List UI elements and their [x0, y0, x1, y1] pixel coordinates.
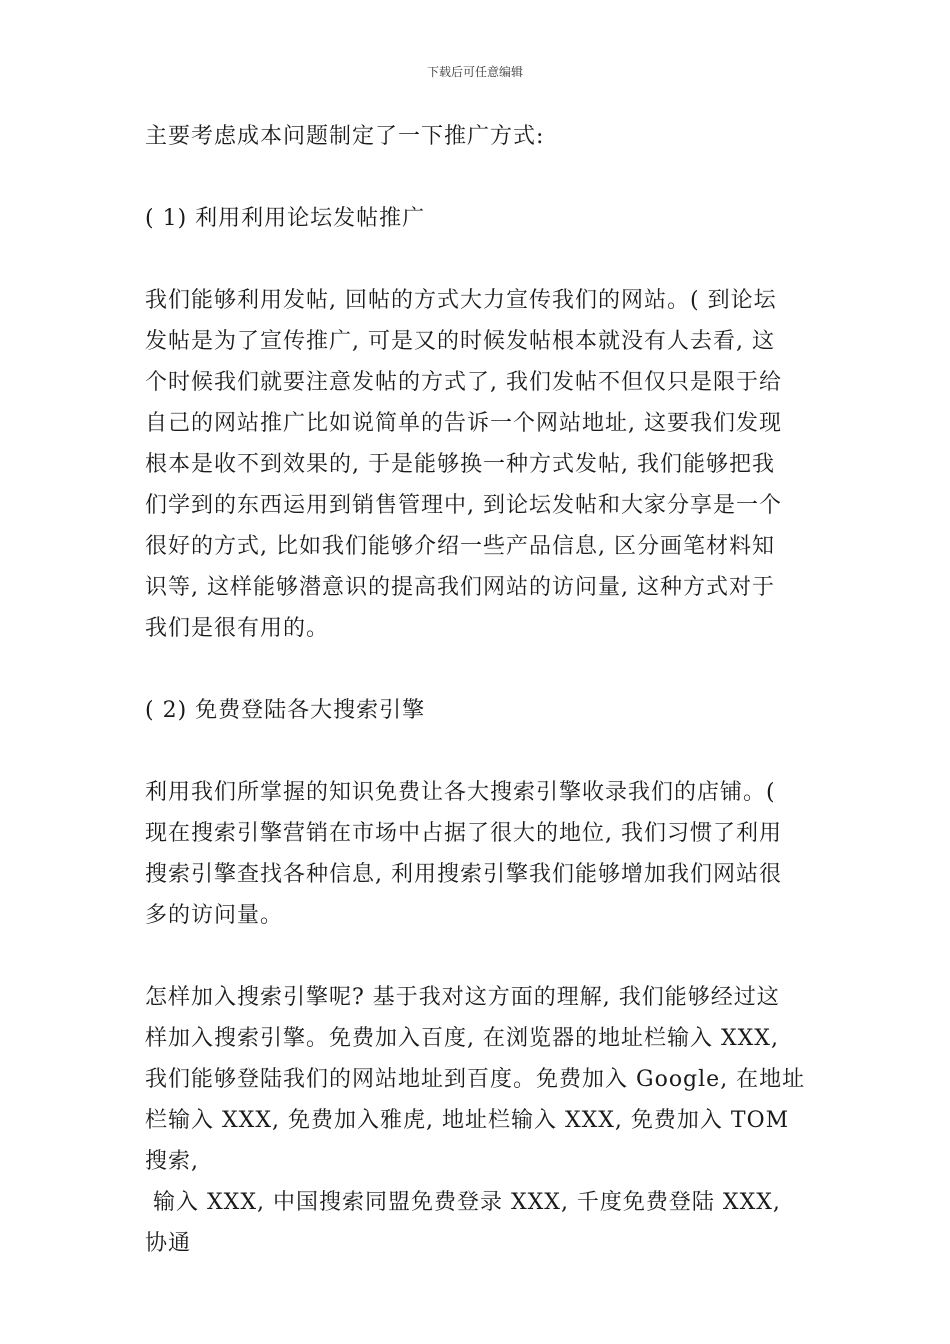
text-line: 怎样加入搜索引擎呢? 基于我对这方面的理解, 我们能够经过这	[145, 985, 780, 1010]
paragraph-gap	[145, 731, 810, 772]
text-line: 搜索引擎查找各种信息, 利用搜索引擎我们能够增加我们网站很	[145, 862, 782, 887]
text-line: 利用我们所掌握的知识免费让各大搜索引擎收录我们的店铺。(	[145, 780, 776, 805]
section3-paragraph	[145, 977, 810, 1264]
text-line: 们学到的东西运用到销售管理中, 到论坛发帖和大家分享是一个	[145, 493, 782, 518]
text-line: 现在搜索引擎营销在市场中占据了很大的地位, 我们习惯了利用	[145, 821, 782, 846]
document-body	[145, 116, 810, 1264]
section2-paragraph	[145, 772, 810, 936]
text-line: 样加入搜索引擎。免费加入百度, 在浏览器的地址栏输入 XXX,	[145, 1026, 779, 1051]
section1-title: ( 1) 利用利用论坛发帖推广	[145, 206, 426, 231]
text-line: 发帖是为了宣传推广, 可是又的时候发帖根本就没有人去看, 这	[145, 329, 775, 354]
paragraph-gap	[145, 239, 810, 280]
text-line: 根本是收不到效果的, 于是能够换一种方式发帖, 我们能够把我	[145, 452, 775, 477]
text-line: 输入 XXX, 中国搜索同盟免费登录 XXX, 千度免费登陆 XXX, 协通	[145, 1190, 789, 1256]
section2-title: ( 2) 免费登陆各大搜索引擎	[145, 698, 426, 723]
header-note: 下载后可任意编辑	[426, 65, 523, 79]
text-line: 栏输入 XXX, 免费加入雅虎, 地址栏输入 XXX, 免费加入 TOM 搜索,	[145, 1108, 798, 1174]
paragraph-gap	[145, 936, 810, 977]
section1-paragraph	[145, 280, 810, 649]
text-line: 个时候我们就要注意发帖的方式了, 我们发帖不但仅只是限于给	[145, 370, 782, 395]
text-line: 自己的网站推广比如说简单的告诉一个网站地址, 这要我们发现	[145, 411, 782, 436]
text-line: 我们能够利用发帖, 回帖的方式大力宣传我们的网站。( 到论坛	[145, 288, 777, 313]
paragraph-gap	[145, 649, 810, 690]
text-line: 识等, 这样能够潜意识的提高我们网站的访问量, 这种方式对于	[145, 575, 775, 600]
text-line: 多的访问量。	[145, 903, 284, 928]
paragraph-gap	[145, 157, 810, 198]
text-line: 我们能够登陆我们的网站地址到百度。免费加入 Google, 在地址	[145, 1067, 806, 1092]
text-line: 很好的方式, 比如我们能够介绍一些产品信息, 区分画笔材料知	[145, 534, 775, 559]
intro-line: 主要考虑成本问题制定了一下推广方式:	[145, 124, 545, 149]
text-line: 我们是很有用的。	[145, 616, 330, 641]
